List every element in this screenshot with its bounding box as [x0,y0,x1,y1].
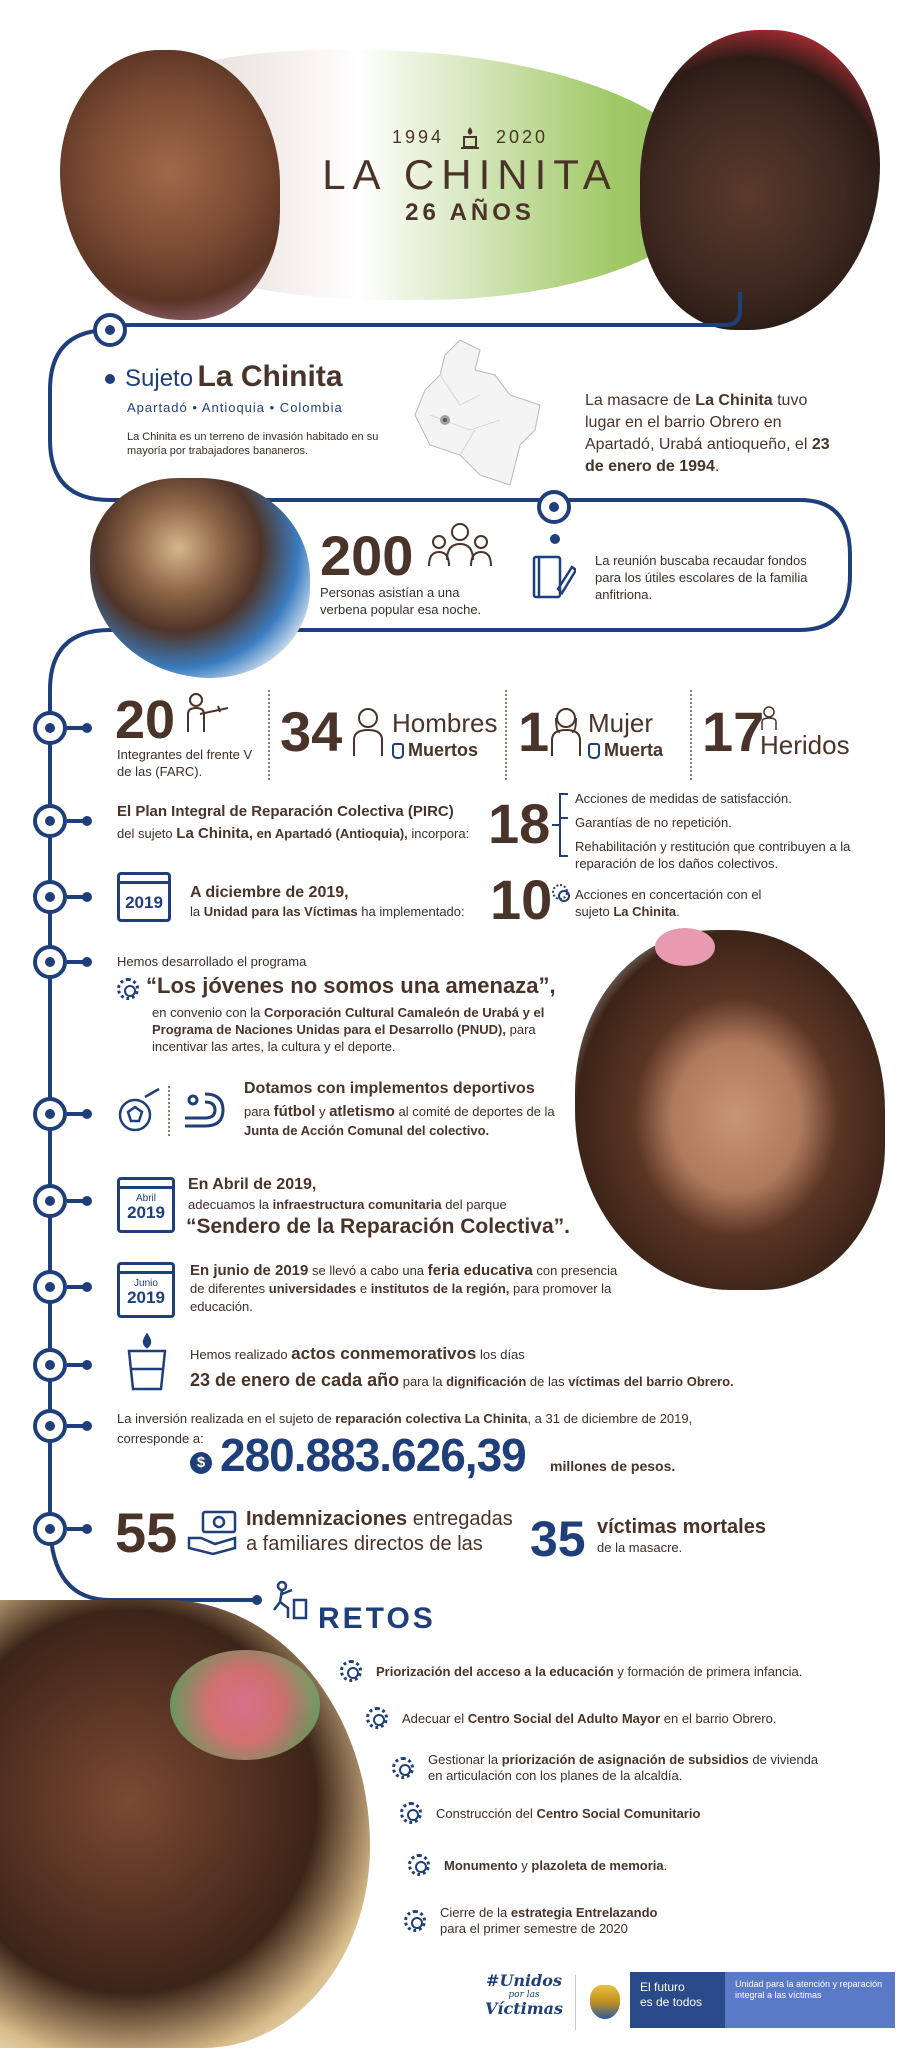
timeline-node [33,1348,67,1382]
unidad-banner: Unidad para la atención y reparación integral a las víctimas [725,1972,895,2028]
node-end-dot [82,1524,92,1534]
women-number: 1 [518,700,550,763]
pirc-location: en Apartadó (Antioquia), [256,826,408,841]
farc-text: Integrantes del frente V de las (FARC). [117,747,253,779]
april-text-a: adecuamos la [188,1197,269,1212]
pirc-title: El Plan Integral de Reparación Colectiva (PIRC) [117,803,454,820]
women-status: Muerta [604,740,664,760]
reto-item: Priorización del acceso a la educación y formación de primera infancia. [340,1660,802,1682]
reto-item: Monumento y plazoleta de memoria. [408,1854,667,1876]
calendar-year: 2019 [127,1203,165,1222]
page-subtitle: 26 AÑOS [405,199,535,226]
calendar-year: 2019 [127,1288,165,1307]
woman-icon [548,706,584,758]
girl-hair-bow [655,928,715,966]
investment-bold: reparación colectiva La Chinita [335,1411,528,1426]
farc-number: 20 [115,690,176,750]
page-title: LA CHINITA [322,151,618,198]
massacre-text: La masacre de La Chinita tuvo lugar en el barrio Obrero en Apartadó, Urabá antioqueño, el 23 de enero de 1994. [585,392,830,475]
attendance-purpose: La reunión buscaba recaudar fondos para los útiles escolares de la familia anfitriona. [595,553,808,602]
gear-icon [400,1802,422,1824]
pirc-text-a: del sujeto [117,826,173,841]
reto-item: Construcción del Centro Social Comunitario [400,1802,700,1824]
node-connector [67,1199,83,1203]
timeline-node [33,880,67,914]
node-connector [67,895,83,899]
calendar-icon [117,1262,175,1318]
timeline-node [33,945,67,979]
node-connector [67,819,83,823]
gear-icon [117,978,139,1000]
investment-amount: 280.883.626,39 [220,1429,526,1481]
book-pencil-icon [528,553,576,605]
timeline-node [33,1512,67,1546]
implemented-result: Acciones en concertación con el sujeto La Chinita. [575,887,762,919]
node-connector [67,1285,83,1289]
program-text: en convenio con la Corporación Cultural Camaleón de Urabá y el Programa de Naciones Unidas para el Desarrollo (PNUD), para incentivar las artes, la cultura y el deporte. [152,1005,545,1054]
retos-dot [252,1595,262,1605]
timeline-node [33,1184,67,1218]
node-connector [67,726,83,730]
sujeto-name: La Chinita [197,360,343,393]
sujeto-description: La Chinita es un terreno de invasión habitado en su mayoría por trabajadores bananeros. [127,431,379,457]
coffin-icon [392,743,404,759]
program-intro: Hemos desarrollado el programa [117,954,307,969]
gear-icon [340,1660,362,1682]
calendar-icon [117,872,171,922]
victims-text: de la masacre. [597,1540,683,1555]
sujeto-bullet [105,374,115,384]
node-end-dot [82,1109,92,1119]
pirc-number: 18 [488,792,551,855]
retos-title: RETOS [318,1602,436,1635]
candle-glass-icon [125,1333,169,1393]
timeline-node [33,1097,67,1131]
investment-text-a: La inversión realizada en el sujeto de [117,1411,332,1426]
pirc-subject: La Chinita, [176,825,253,842]
women-label: Mujer [588,708,654,738]
indemnities-text: a familiares directos de las [246,1533,483,1555]
gear-icon [366,1707,388,1729]
victims-number: 35 [530,1511,586,1567]
node-end-dot [82,957,92,967]
investment-text-c: corresponde a: [117,1431,204,1446]
gear-icon [392,1757,414,1779]
investment-unit: millones de pesos. [550,1458,676,1474]
divider [268,690,270,780]
reto-item: Cierre de la estrategia Entrelazando para el primer semestre de 2020 [404,1905,664,1937]
currency-symbol: $ [196,1454,206,1471]
money-hand-icon [185,1508,241,1556]
injured-label: Heridos [760,730,850,760]
node-connector [67,960,83,964]
gear-icon [552,884,568,900]
colombia-map-icon [400,335,550,495]
soccer-ball-icon [115,1085,165,1135]
june-text: En junio de 2019 se llevó a cabo una feria educativa con presencia de diferentes universidades e institutos de la región, para promover la educación. [190,1262,618,1314]
soldier-gun-icon [182,690,230,736]
pirc-item: Acciones de medidas de satisfacción. [575,791,792,806]
sports-title: Dotamos con implementos deportivos [244,1080,535,1097]
implemented-text-b: ha implementado: [361,904,465,919]
calendar-year: 2019 [125,893,163,912]
program-name: “Los jóvenes no somos una amenaza”, [146,973,556,998]
year-end: 2020 [496,126,549,147]
april-park: “Sendero de la Reparación Colectiva”. [186,1215,570,1238]
injured-person-icon [760,706,778,732]
women-hug-photo [0,1600,370,2048]
sports-text: para fútbol y atletismo al comité de deportes de la Junta de Acción Comunal del colectivo. [244,1103,555,1138]
implemented-unit: Unidad para las Víctimas [203,904,358,919]
implemented-text-a: la [190,904,201,919]
men-number: 34 [280,700,343,763]
pirc-item: Garantías de no repetición. [575,815,732,830]
node-connector [67,1424,83,1428]
people-group-icon [425,520,495,572]
indemnities-title-rest: entregadas [412,1508,513,1530]
april-title: En Abril de 2019, [188,1176,317,1193]
timeline-node [33,804,67,838]
node-end-dot [82,816,92,826]
girl-photo [575,930,885,1290]
man-icon [350,706,386,758]
node-end-dot [82,1282,92,1292]
commemorative-text-c: para la [402,1374,443,1389]
node-connector [67,1363,83,1367]
node-connector [67,1527,83,1531]
headwrap-floral [170,1650,320,1760]
gov-seal-icon [590,1985,620,2019]
april-infra: infraestructura comunitaria [272,1197,442,1212]
indemnities-title: Indemnizaciones [246,1508,408,1530]
attendance-text: Personas asistían a una verbena popular esa noche. [320,585,482,617]
coffin-icon [588,743,600,759]
unidos-logo: #Unidos por las Víctimas [484,1971,563,2018]
victims-title: víctimas mortales [597,1516,766,1538]
node-end-dot [82,723,92,733]
divider [690,690,692,780]
node-end-dot [82,1196,92,1206]
men-label: Hombres [392,708,498,738]
commemorative-text-b: los días [479,1347,525,1362]
commemorative-date: 23 de enero de cada año [190,1370,400,1390]
attendance-bullet [550,534,560,544]
reto-item: Gestionar la priorización de asignación de subsidios de vivienda en articulación con los planes de la alcaldía. [392,1752,822,1784]
divider [575,1975,576,2030]
sujeto-location: Apartadó • Antioquia • Colombia [127,400,343,415]
node-connector [67,1112,83,1116]
node-end-dot [82,1360,92,1370]
running-track-icon [175,1088,229,1132]
gear-icon [408,1854,430,1876]
implemented-title: A diciembre de 2019, [190,884,349,901]
reto-item: Adecuar el Centro Social del Adulto Mayor en el barrio Obrero. [366,1707,776,1729]
implemented-number: 10 [490,868,553,931]
injured-number: 17 [702,700,765,763]
men-status: Muertos [408,740,479,760]
sujeto-prefix: Sujeto [125,365,194,392]
divider [505,690,507,780]
currency-icon [190,1452,212,1474]
calendar-icon [117,1177,175,1233]
pirc-item: Rehabilitación y restitución que contribuyen a la reparación de los daños colectivos. [575,839,851,871]
divider [168,1086,170,1136]
calendar-month: Junio [134,1278,158,1289]
year-start: 1994 [391,126,444,147]
timeline-node [33,1270,67,1304]
pirc-text-c: incorpora: [411,826,470,841]
timeline-node-200 [537,490,571,524]
timeline-node [93,313,127,347]
commemorative-dig: dignificación [446,1374,527,1389]
climber-icon [270,1580,308,1620]
commemorative-text-d: de las [529,1374,565,1389]
investment-text-b: , a 31 de diciembre de 2019, [527,1411,693,1426]
calendar-month: Abril [135,1193,156,1204]
indemnities-number: 55 [115,1501,178,1564]
node-end-dot [82,892,92,902]
april-text-b: del parque [445,1197,507,1212]
timeline-node [33,711,67,745]
futuro-banner: El futuro es de todos [630,1972,725,2028]
attendance-number: 200 [320,524,414,587]
gear-icon [404,1910,426,1932]
timeline-node [33,1409,67,1443]
pirc-brace [550,790,570,860]
commemorative-victims: víctimas del barrio Obrero. [568,1374,734,1389]
commemorative-text-a: Hemos realizado [190,1347,288,1362]
node-end-dot [82,1421,92,1431]
commemorative-acts: actos conmemorativos [291,1344,477,1363]
